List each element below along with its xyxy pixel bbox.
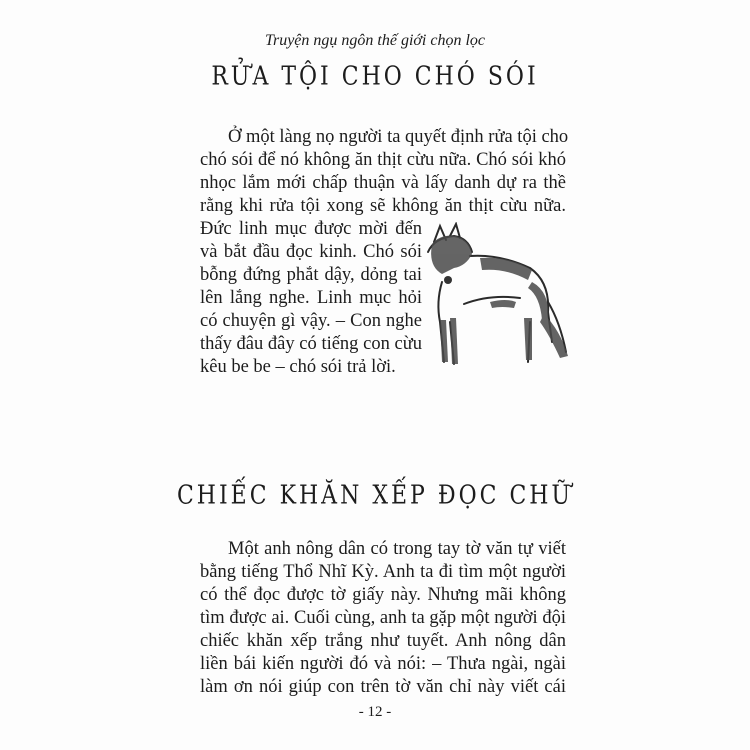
text-line: chó sói để nó không ăn thịt cừu nữa. Chó sói khó bbox=[200, 150, 566, 170]
text-line: tìm được ai. Cuối cùng, anh ta gặp một người đội bbox=[200, 608, 566, 628]
story-title-2: CHIẾC KHĂN XẾP ĐỌC CHỮ bbox=[176, 480, 574, 511]
text-line: liền bái kiến người đó và nói: – Thưa ngài, ngài bbox=[200, 654, 566, 674]
text-line: rằng khi rửa tội xong sẽ không ăn thịt cừu nữa. bbox=[200, 196, 566, 216]
text-line: và bắt đầu đọc kinh. Chó sói bbox=[200, 242, 422, 262]
story-title-1: RỬA TỘI CHO CHÓ SÓI bbox=[211, 61, 539, 92]
text-line: Một anh nông dân có trong tay tờ văn tự viết bbox=[228, 539, 566, 559]
text-line: thấy đâu đây có tiếng con cừu bbox=[200, 334, 422, 354]
text-line: có thể đọc được tờ giấy này. Nhưng mãi không bbox=[200, 585, 566, 605]
running-header: Truyện ngụ ngôn thế giới chọn lọc bbox=[264, 32, 486, 49]
text-line: bỗng đứng phắt dậy, dỏng tai bbox=[200, 265, 422, 285]
text-line: Đức linh mục được mời đến bbox=[200, 219, 422, 239]
text-line: chiếc khăn xếp trắng như tuyết. Anh nông dân bbox=[200, 631, 566, 651]
text-line: Ở một làng nọ người ta quyết định rửa tội cho bbox=[228, 127, 569, 147]
text-line: có chuyện gì vậy. – Con nghe bbox=[200, 311, 422, 331]
text-line: làm ơn nói giúp con trên tờ văn chỉ này viết cái bbox=[200, 677, 566, 697]
text-line: lên lắng nghe. Linh mục hỏi bbox=[200, 288, 422, 308]
page-number: - 12 - bbox=[358, 704, 392, 720]
wolf-illustration bbox=[420, 222, 570, 374]
text-line: bằng tiếng Thổ Nhĩ Kỳ. Anh ta đi tìm một người bbox=[200, 562, 566, 582]
wolf-mouth bbox=[444, 276, 452, 284]
text-line: nhọc lắm mới chấp thuận và lấy danh dự ra thề bbox=[200, 173, 566, 193]
text-line: kêu be be – chó sói trả lời. bbox=[200, 357, 396, 377]
